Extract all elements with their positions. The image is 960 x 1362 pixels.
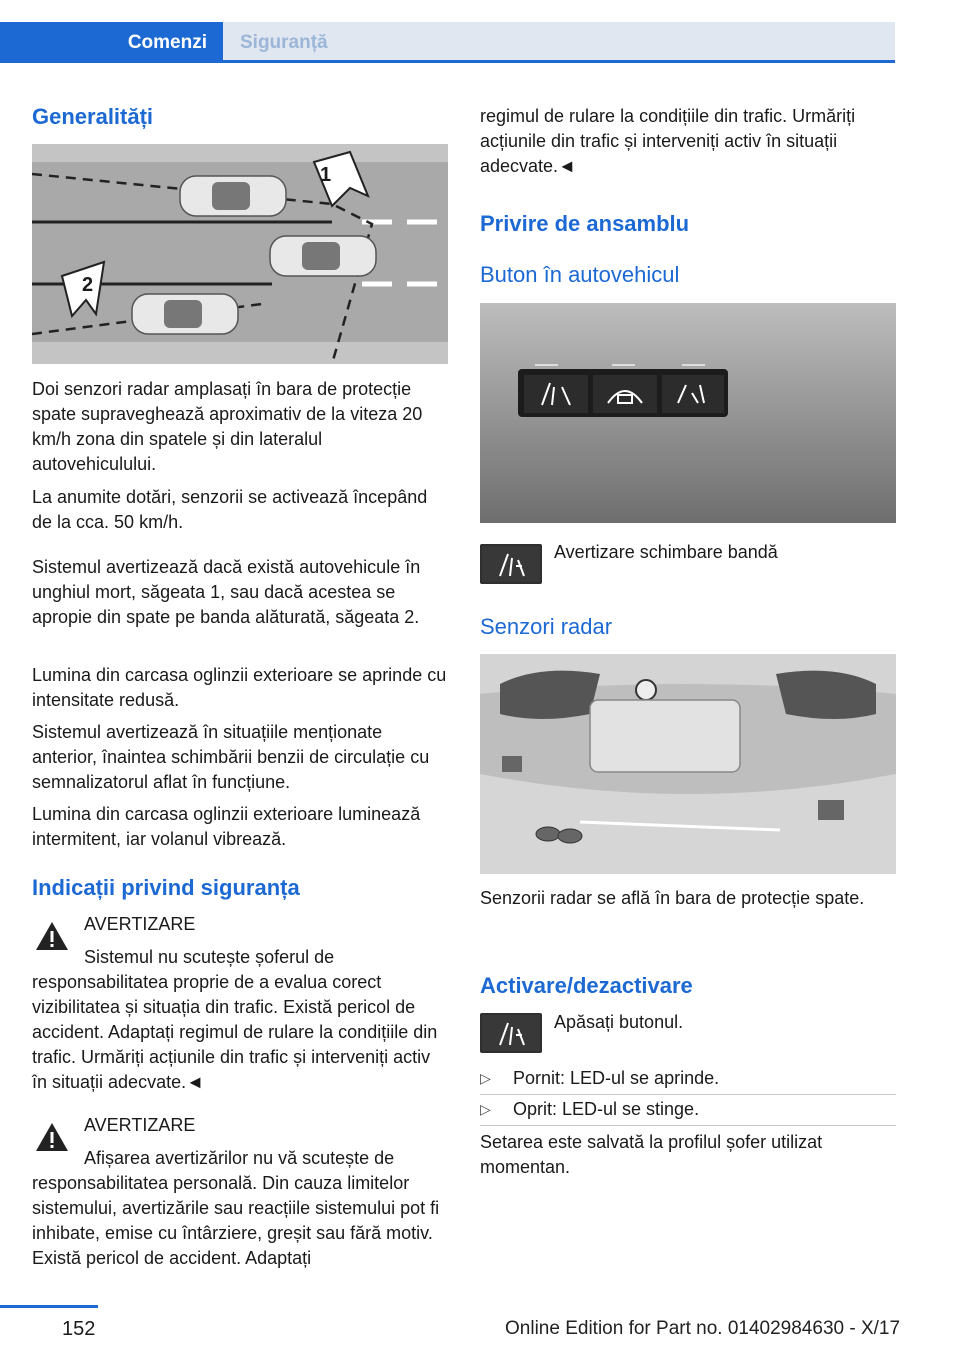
- warning2-title: AVERTIZARE: [84, 1115, 196, 1135]
- lanes-diagram: [32, 144, 448, 364]
- para-mirror-flash: Lumina din carcasa oglinzii exterioare luminează intermitent, iar volanul vibrează.: [32, 804, 421, 849]
- warning2-continued: regimul de rulare la condițiile din trafic. Urmăriți acțiunile din trafic și interveniți activ în situații adecvate.◄: [480, 106, 856, 176]
- rear-bumper-photo: [480, 654, 896, 874]
- edition-footer: Online Edition for Part no. 01402984630 - X/17: [505, 1318, 901, 1339]
- para-mirror-light: Lumina din carcasa oglinzii exterioare se aprinde cu intensitate redusă.: [32, 665, 447, 710]
- tab-comenzi[interactable]: Comenzi: [0, 22, 223, 62]
- heading-safety: Indicații privind siguranța: [32, 875, 300, 900]
- para-activation-speed: La anumite dotări, senzorii se activează începând de la cca. 50 km/h.: [32, 487, 428, 532]
- heading-overview: Privire de ansamblu: [480, 211, 690, 236]
- para-radar-sensors: Doi senzori radar amplasați în bara de protecție spate supraveghează aproximativ de la viteza 20 km/h zona din spatele și din lateralul autovehiculului.: [32, 379, 423, 474]
- lane-change-warning-button-icon: [480, 1013, 542, 1053]
- press-button-text: Apăsați butonul.: [554, 1012, 684, 1032]
- lane-change-warning-button-icon: [480, 544, 542, 584]
- page-number: 152: [62, 1318, 96, 1340]
- button-caption: Avertizare schimbare bandă: [554, 542, 778, 562]
- heading-button-in-vehicle: Buton în autovehicul: [480, 262, 680, 287]
- arrow-label-1: 1: [320, 164, 332, 186]
- warning2-text: Afișarea avertizărilor nu vă scutește de responsabilitatea personală. Din cauza limitelor sistemului, avertizările sau reacțiile sistemului pot fi inhibate, emise cu întârziere, greșit sau fără motiv. Există pericol de accident. Adaptați: [32, 1148, 440, 1268]
- profile-saved-text: Setarea este salvată la profilul șofer utilizat momentan.: [480, 1132, 823, 1177]
- para-warning: Sistemul avertizează dacă există autovehicule în unghiul mort, săgeata 1, sau dacă acestea se apropie din spate pe banda alăturată, săgeata 2.: [32, 557, 421, 627]
- para-lane-change: Sistemul avertizează în situațiile menționate anterior, înaintea schimbării benzii de circulație cu semnalizatorul aflat în funcțiune.: [32, 722, 430, 792]
- header-tabs: [0, 22, 960, 62]
- heading-generalitati: Generalități: [32, 104, 154, 129]
- footer-rule: [0, 1305, 98, 1308]
- tab-siguranta[interactable]: Siguranță: [223, 22, 895, 62]
- bullet-triangle-icon: ▷: [480, 1070, 491, 1086]
- warning1-title: AVERTIZARE: [84, 914, 196, 934]
- button-panel-photo: [480, 303, 896, 523]
- arrow-label-2: 2: [82, 274, 94, 296]
- warning1-text: Sistemul nu scutește șoferul de responsabilitatea proprie de a evalua corect vizibilitatea și situația din trafic. Există pericol de accident. Adaptați regimul de rulare la condițiile din trafic. Urmăriți acțiunile din trafic și interveniți activ în situații adecvate.◄: [32, 947, 438, 1092]
- heading-radar-sensors: Senzori radar: [480, 614, 613, 639]
- header-rule: [0, 60, 895, 63]
- list-item: ▷ Pornit: LED-ul se aprinde.: [480, 1066, 896, 1091]
- blind-spot-illustration: [32, 144, 448, 364]
- sensors-location-text: Senzorii radar se află în bara de protecție spate.: [480, 888, 865, 908]
- list-item: ▷ Oprit: LED-ul se stinge.: [480, 1097, 896, 1122]
- bullet-triangle-icon: ▷: [480, 1101, 491, 1117]
- heading-activate-deactivate: Activare/dezactivare: [480, 973, 693, 998]
